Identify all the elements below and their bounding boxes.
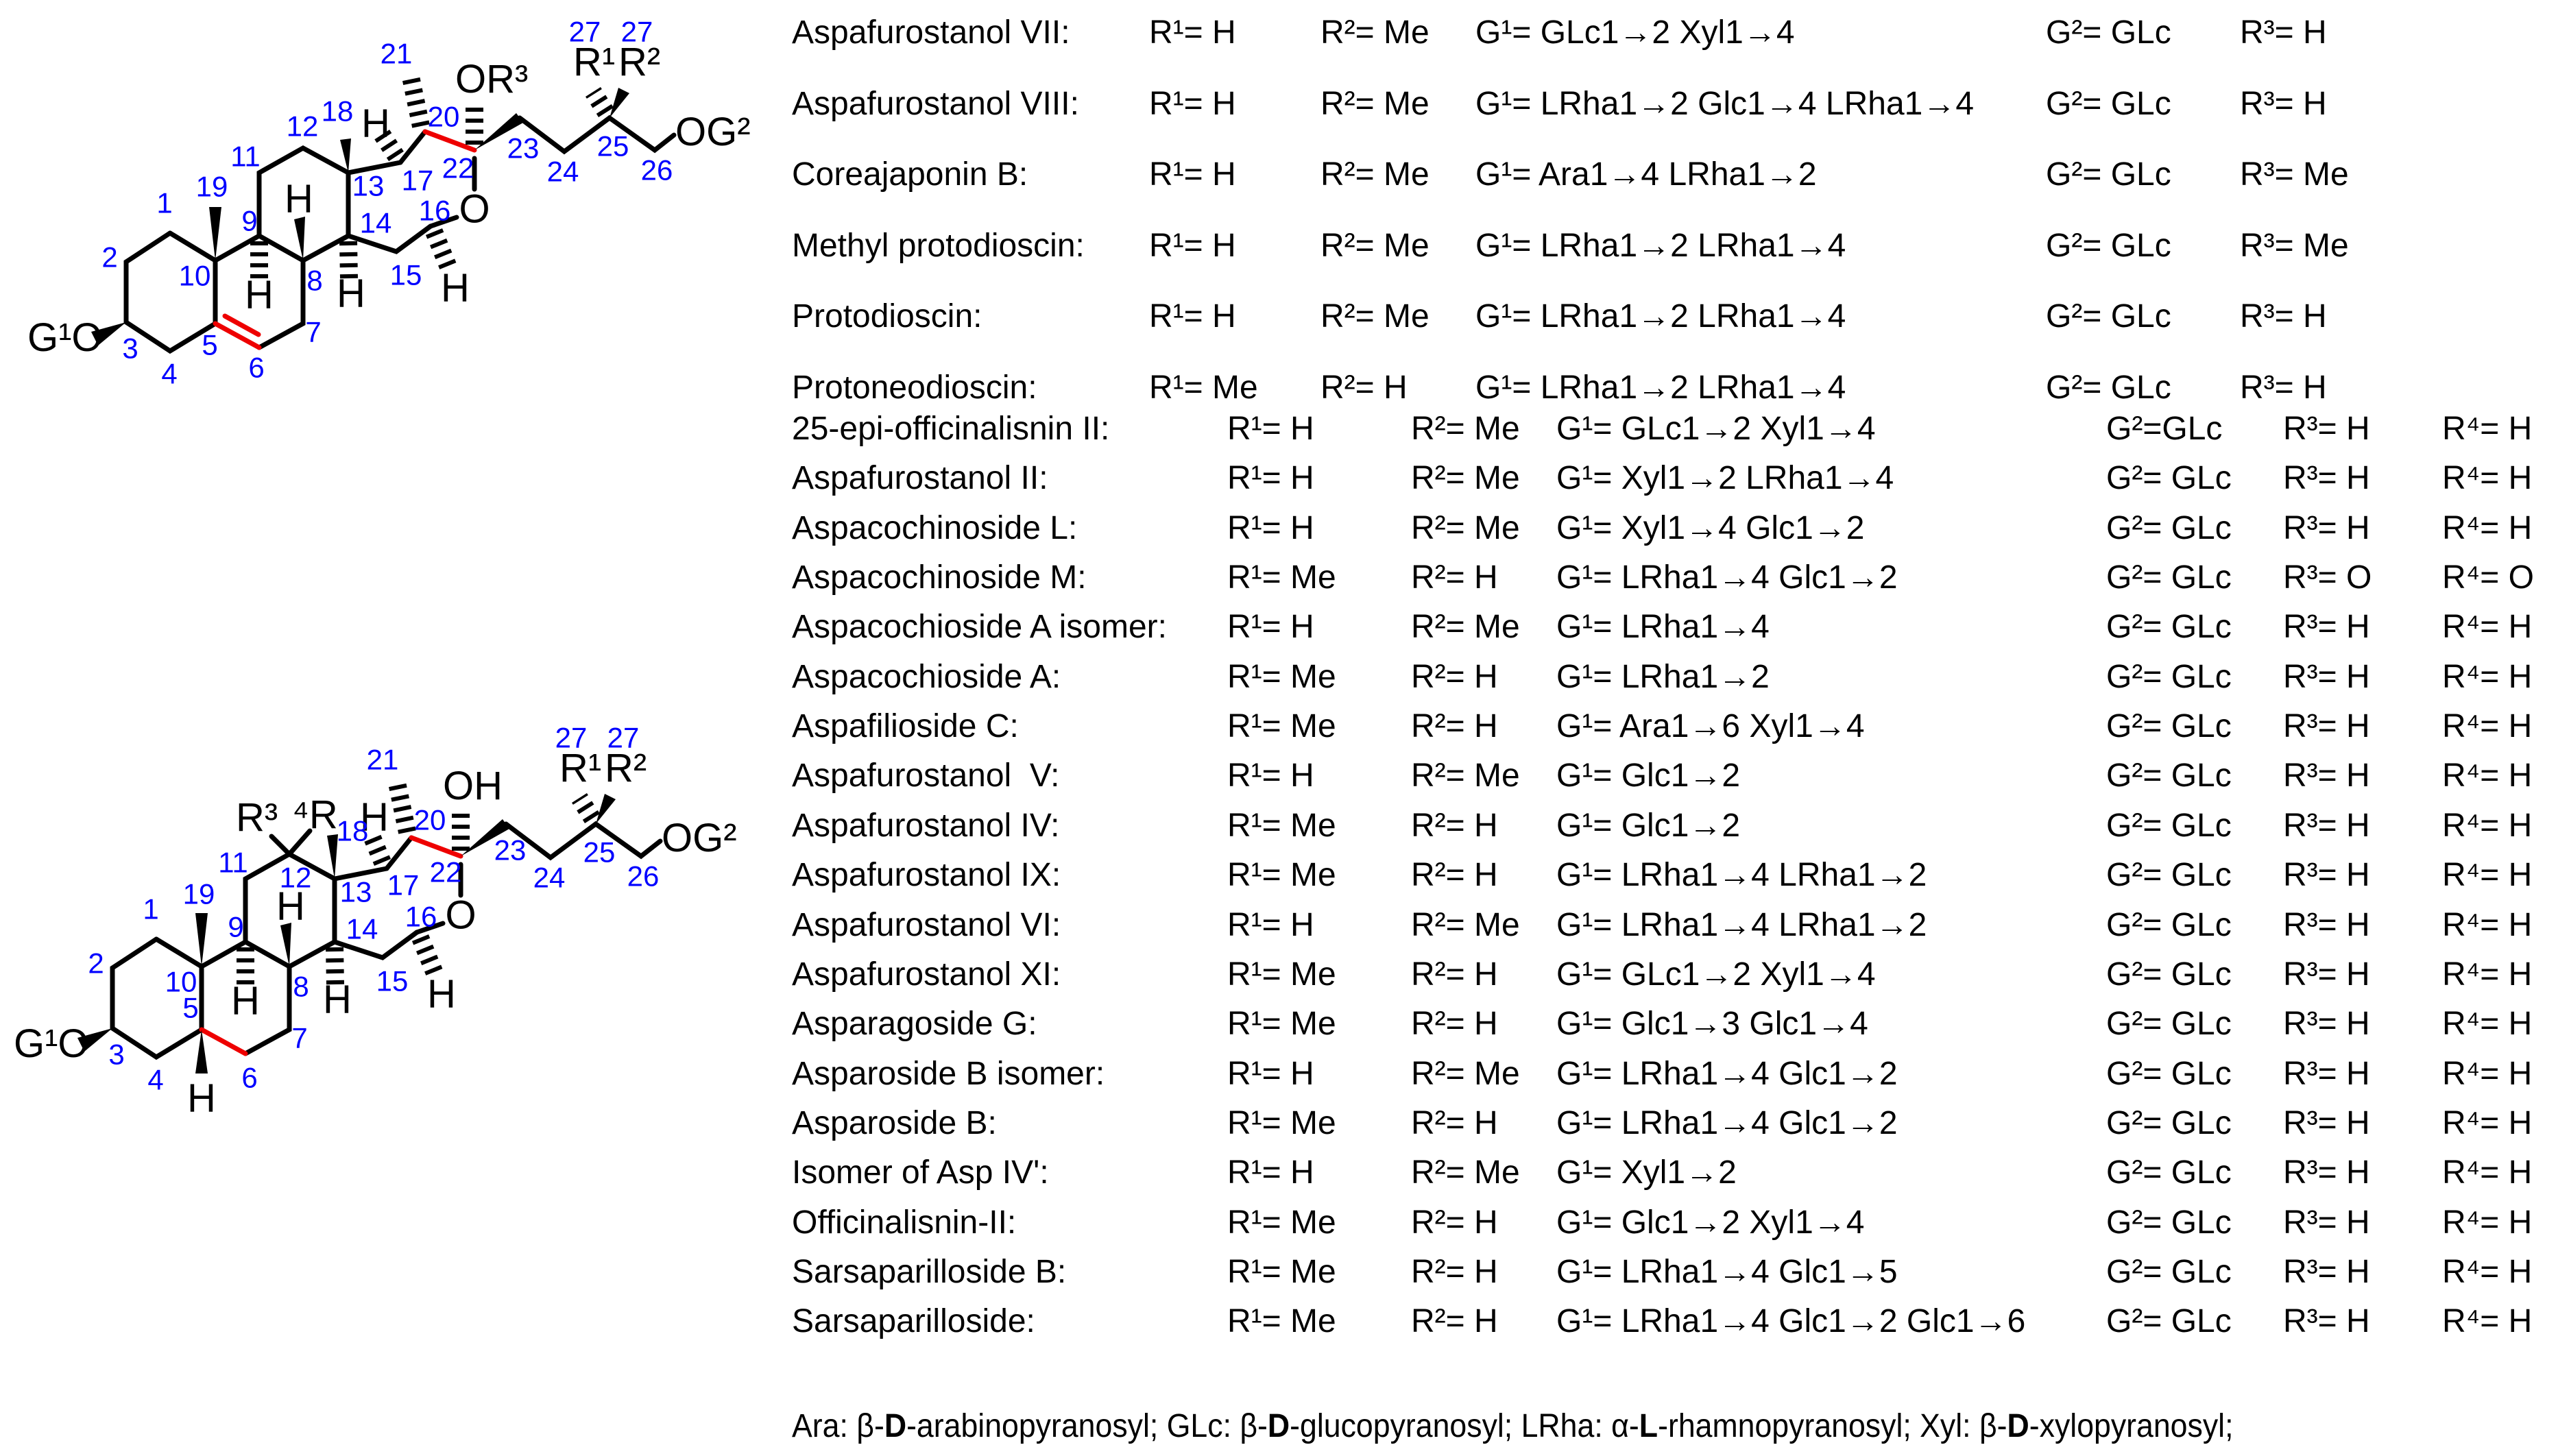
- r2-cell: R²= Me: [1411, 411, 1520, 447]
- atom-number-11: 11: [230, 140, 261, 173]
- r3-cell: R³= H: [2283, 609, 2370, 645]
- og2-label: OG²: [662, 816, 737, 860]
- compound-name: 25-epi-officinalisnin II:: [792, 411, 1110, 447]
- r3-cell: R³= H: [2283, 1056, 2370, 1092]
- legend-text: -xylopyranosyl;: [2029, 1408, 2234, 1444]
- atom-number-14: 14: [359, 206, 392, 239]
- atom-number-9: 9: [228, 910, 244, 943]
- r2-cell: R²= Me: [1411, 757, 1520, 794]
- g1-cell: G¹= GLc1→2 Xyl1→4: [1556, 956, 1876, 993]
- r1-cell: R¹= Me: [1227, 1006, 1336, 1042]
- r1-cell: R¹= Me: [1227, 956, 1336, 993]
- compound-name: Asparoside B:: [792, 1105, 997, 1141]
- g2-cell: G²= GLc: [2106, 808, 2232, 844]
- g2-cell: G²= GLc: [2046, 86, 2171, 122]
- g1-cell: G¹= LRha1→4 Glc1→2: [1556, 559, 1898, 596]
- compound-name: Aspafurostanol IV:: [792, 808, 1060, 844]
- compound-name: Aspacochinoside M:: [792, 559, 1087, 596]
- atom-number-25: 25: [596, 130, 629, 162]
- atom-number-7: 7: [291, 1021, 308, 1054]
- g1-cell: G¹= LRha1→4 Glc1→2: [1556, 1056, 1898, 1092]
- atom-number-25: 25: [583, 836, 616, 869]
- r3-cell: R³= H: [2283, 510, 2370, 546]
- atom-number-6: 6: [241, 1061, 258, 1094]
- r4-cell: R⁴= H: [2442, 857, 2533, 893]
- r2-cell: R²= H: [1320, 369, 1408, 406]
- atom-number-5: 5: [182, 991, 199, 1024]
- atom-number-23: 23: [494, 834, 527, 866]
- sugar-abbreviation-legend: [792, 1407, 2233, 1446]
- compound-name: Protodioscin:: [792, 298, 982, 335]
- r4-cell: R⁴= H: [2442, 460, 2533, 496]
- r1-cell: R¹= Me: [1227, 1105, 1336, 1141]
- compound-name: Aspafurostanol VIII:: [792, 86, 1079, 122]
- g2-cell: G²= GLc: [2046, 298, 2171, 335]
- atom-number-12: 12: [286, 110, 319, 143]
- r2-cell: R²= H: [1411, 1204, 1498, 1241]
- ring-oxygen-label: O: [459, 186, 490, 232]
- g2-cell: G²= GLc: [2106, 1105, 2232, 1141]
- r2-cell: R²= H: [1411, 808, 1498, 844]
- compound-name: Aspacochioside A isomer:: [792, 609, 1167, 645]
- r1-cell: R¹= H: [1149, 156, 1236, 193]
- bottom-structure: [14, 722, 737, 1121]
- compound-name: Aspafurostanol XI:: [792, 956, 1061, 993]
- r3-cell: R³= H: [2283, 1254, 2370, 1290]
- g1-cell: G¹= LRha1→4 Glc1→2 Glc1→6: [1556, 1303, 2026, 1339]
- compound-name: Sarsaparilloside B:: [792, 1254, 1067, 1290]
- compound-name: Officinalisnin-II:: [792, 1204, 1017, 1241]
- compound-name: Aspacochinoside L:: [792, 510, 1078, 546]
- r3-cell: R³= H: [2283, 1006, 2370, 1042]
- atom-number-26: 26: [640, 154, 673, 186]
- atom-number-19: 19: [195, 170, 228, 203]
- r2-cell: R²= Me: [1411, 907, 1520, 943]
- legend-config-letter: D: [2007, 1408, 2029, 1444]
- g2-cell: G²= GLc: [2046, 228, 2171, 264]
- g1-cell: G¹= LRha1→2 LRha1→4: [1475, 228, 1846, 264]
- r1-cell: R¹= Me: [1149, 369, 1258, 406]
- r4-cell: R⁴= H: [2442, 708, 2533, 744]
- compound-name: Aspafurostanol VI:: [792, 907, 1061, 943]
- r2-cell: R²= Me: [1320, 14, 1429, 51]
- g2-cell: G²= GLc: [2106, 609, 2232, 645]
- r3-cell: R³= H: [2283, 659, 2370, 695]
- atom-number-27: 27: [568, 15, 601, 48]
- r1-cell: R¹= H: [1227, 411, 1314, 447]
- atom-number-11: 11: [218, 846, 248, 879]
- atom-number-20: 20: [413, 803, 446, 836]
- ring-oxygen-label: O: [445, 893, 476, 938]
- r3-label: R³: [236, 795, 278, 840]
- h9-label: H: [245, 272, 274, 317]
- r1-cell: R¹= H: [1227, 510, 1314, 546]
- r2-cell: R²= H: [1411, 559, 1498, 596]
- r3-cell: R³= Me: [2240, 228, 2349, 264]
- legend-text: -rhamnopyranosyl; Xyl: β-: [1658, 1408, 2007, 1444]
- h5-label: H: [187, 1076, 216, 1121]
- r4-cell: R⁴= H: [2442, 956, 2533, 993]
- g1-cell: G¹= LRha1→2: [1556, 659, 1770, 695]
- atom-number-17: 17: [387, 869, 420, 901]
- h17-label: H: [361, 101, 390, 146]
- r1-cell: R¹= H: [1149, 86, 1236, 122]
- r4-cell: R⁴= H: [2442, 907, 2533, 943]
- or3-label: OR³: [455, 57, 529, 101]
- g2-cell: G²= GLc: [2106, 1154, 2232, 1191]
- r4-cell: R⁴= H: [2442, 1204, 2533, 1241]
- r3-cell: R³= H: [2240, 86, 2327, 122]
- compound-name: Aspafurostanol II:: [792, 460, 1048, 496]
- atom-number-15: 15: [389, 258, 422, 291]
- r1-cell: R¹= H: [1149, 14, 1236, 51]
- r4-cell: R⁴= H: [2442, 510, 2533, 546]
- r3-cell: R³= H: [2283, 411, 2370, 447]
- r2-cell: R²= H: [1411, 857, 1498, 893]
- r2-cell: R²= Me: [1411, 1154, 1520, 1191]
- compound-name: Aspafilioside C:: [792, 708, 1019, 744]
- g2-cell: G²= GLc: [2046, 14, 2171, 51]
- r1-cell: R¹= H: [1149, 298, 1236, 335]
- r1-cell: R¹= Me: [1227, 1204, 1336, 1241]
- atom-number-27: 27: [607, 721, 640, 754]
- compound-name: Coreajaponin B:: [792, 156, 1028, 193]
- atom-number-5: 5: [202, 328, 218, 361]
- r3-cell: R³= H: [2283, 1154, 2370, 1191]
- r1-cell: R¹= H: [1227, 907, 1314, 943]
- r1-cell: R¹= Me: [1227, 808, 1336, 844]
- compound-name: Aspafurostanol V:: [792, 757, 1060, 794]
- atom-number-8: 8: [306, 264, 323, 297]
- h17-label: H: [360, 794, 389, 840]
- legend-config-letter: L: [1639, 1408, 1658, 1444]
- r2-cell: R²= Me: [1320, 86, 1429, 122]
- r2-cell: R²= Me: [1411, 460, 1520, 496]
- g1-cell: G¹= Xyl1→2: [1556, 1154, 1737, 1191]
- r4-cell: R⁴= H: [2442, 1006, 2533, 1042]
- h8-label: H: [285, 176, 313, 221]
- atom-number-14: 14: [346, 912, 378, 945]
- r3-cell: R³= H: [2283, 808, 2370, 844]
- r2-label: R²: [605, 746, 647, 790]
- r2-label: R²: [618, 40, 661, 84]
- atom-number-22: 22: [442, 151, 474, 184]
- top-atom-labels: [27, 37, 751, 360]
- r3-cell: R³= O: [2283, 559, 2372, 596]
- bottom-red-bond-5-6: [202, 1030, 245, 1054]
- r1-cell: R¹= H: [1227, 1154, 1314, 1191]
- r3-cell: R³= H: [2283, 1204, 2370, 1241]
- legend-text: Ara: β-: [792, 1408, 884, 1444]
- g1-cell: G¹= Glc1→2 Xyl1→4: [1556, 1204, 1865, 1241]
- r3-cell: R³= H: [2240, 298, 2327, 335]
- r1-cell: R¹= H: [1227, 757, 1314, 794]
- g2-cell: G²= GLc: [2106, 757, 2232, 794]
- structure-canvas: [0, 0, 802, 1456]
- g1-cell: G¹= LRha1→4 LRha1→2: [1556, 857, 1927, 893]
- r3-cell: R³= H: [2283, 460, 2370, 496]
- g2-cell: G²= GLc: [2106, 1303, 2232, 1339]
- g1-cell: G¹= LRha1→4: [1556, 609, 1770, 645]
- atom-number-16: 16: [405, 900, 437, 933]
- atom-number-4: 4: [147, 1063, 164, 1096]
- r1-cell: R¹= H: [1227, 1056, 1314, 1092]
- r2-cell: R²= Me: [1320, 156, 1429, 193]
- r3-cell: R³= H: [2240, 369, 2327, 406]
- r4-cell: R⁴= H: [2442, 609, 2533, 645]
- r3-cell: R³= H: [2283, 1105, 2370, 1141]
- r1-cell: R¹= Me: [1227, 1303, 1336, 1339]
- r2-cell: R²= H: [1411, 956, 1498, 993]
- r1-cell: R¹= Me: [1227, 559, 1336, 596]
- compound-name: Asparagoside G:: [792, 1006, 1037, 1042]
- atom-number-24: 24: [546, 155, 579, 188]
- r3-cell: R³= H: [2283, 857, 2370, 893]
- r4-cell: R⁴= H: [2442, 1254, 2533, 1290]
- r1-label: R¹: [573, 40, 616, 84]
- r2-cell: R²= Me: [1411, 510, 1520, 546]
- compound-name: Protoneodioscin:: [792, 369, 1037, 406]
- g2-cell: G²= GLc: [2106, 460, 2232, 496]
- atom-number-19: 19: [182, 877, 215, 910]
- atom-number-22: 22: [429, 856, 462, 888]
- top-structure: [27, 16, 751, 390]
- g2-cell: G²= GLc: [2046, 156, 2171, 193]
- g2-cell: G²= GLc: [2106, 1006, 2232, 1042]
- r3-cell: R³= H: [2283, 1303, 2370, 1339]
- atom-number-10: 10: [165, 965, 197, 998]
- r2-cell: R²= H: [1411, 1006, 1498, 1042]
- compound-name: Aspafurostanol VII:: [792, 14, 1070, 51]
- r4-cell: R⁴= H: [2442, 1303, 2533, 1339]
- r2-cell: R²= H: [1411, 708, 1498, 744]
- atom-number-26: 26: [627, 860, 660, 893]
- atom-number-3: 3: [122, 332, 138, 365]
- legend-config-letter: D: [1267, 1408, 1290, 1444]
- h16-label: H: [441, 265, 470, 311]
- g1-cell: G¹= LRha1→2 LRha1→4: [1475, 298, 1846, 335]
- g1-cell: G¹= LRha1→2 Glc1→4 LRha1→4: [1475, 86, 1975, 122]
- r2-cell: R²= Me: [1411, 1056, 1520, 1092]
- atom-number-4: 4: [161, 357, 178, 390]
- r2-cell: R²= H: [1411, 1105, 1498, 1141]
- atom-number-24: 24: [533, 861, 566, 894]
- atom-number-16: 16: [418, 194, 451, 227]
- compound-name: Isomer of Asp IV':: [792, 1154, 1049, 1191]
- g1-cell: G¹= LRha1→2 LRha1→4: [1475, 369, 1846, 406]
- r4-cell: R⁴= H: [2442, 808, 2533, 844]
- atom-number-23: 23: [507, 132, 540, 165]
- g1-cell: G¹= LRha1→4 Glc1→2: [1556, 1105, 1898, 1141]
- r2-cell: R²= H: [1411, 1254, 1498, 1290]
- g1-cell: G¹= Glc1→2: [1556, 757, 1741, 794]
- r4-cell: R⁴= H: [2442, 1105, 2533, 1141]
- atom-number-27: 27: [555, 721, 588, 754]
- r4-cell: R⁴= H: [2442, 1154, 2533, 1191]
- g1o-label: G¹O: [14, 1021, 89, 1066]
- oh-label: OH: [443, 764, 503, 808]
- r2-cell: R²= Me: [1320, 298, 1429, 335]
- r3-cell: R³= H: [2283, 708, 2370, 744]
- r2-cell: R²= H: [1411, 659, 1498, 695]
- r4-cell: R⁴= H: [2442, 757, 2533, 794]
- atom-number-13: 13: [352, 169, 385, 202]
- g1-cell: G¹= Ara1→6 Xyl1→4: [1556, 708, 1865, 744]
- h8-label: H: [276, 884, 305, 929]
- atom-number-20: 20: [427, 100, 460, 133]
- atom-number-13: 13: [339, 875, 372, 908]
- compound-name: Methyl protodioscin:: [792, 228, 1085, 264]
- g2-cell: G²=GLc: [2106, 411, 2223, 447]
- g1o-label: G¹O: [27, 315, 103, 360]
- atom-number-21: 21: [366, 743, 399, 776]
- r1-cell: R¹= Me: [1227, 1254, 1336, 1290]
- compound-name: Aspacochioside A:: [792, 659, 1061, 695]
- compound-name: Asparoside B isomer:: [792, 1056, 1105, 1092]
- r3-cell: R³= Me: [2240, 156, 2349, 193]
- g1-cell: G¹= GLc1→2 Xyl1→4: [1556, 411, 1876, 447]
- atom-number-12: 12: [279, 861, 312, 894]
- g2-cell: G²= GLc: [2106, 708, 2232, 744]
- atom-number-6: 6: [248, 351, 265, 384]
- g2-cell: G²= GLc: [2106, 857, 2232, 893]
- r4-cell: R⁴= H: [2442, 659, 2533, 695]
- g2-cell: G²= GLc: [2106, 907, 2232, 943]
- r4-cell: R⁴= H: [2442, 1056, 2533, 1092]
- atom-number-17: 17: [401, 164, 434, 197]
- g2-cell: G²= GLc: [2046, 369, 2171, 406]
- r1-cell: R¹= H: [1149, 228, 1236, 264]
- g1-cell: G¹= Ara1→4 LRha1→2: [1475, 156, 1817, 193]
- r3-cell: R³= H: [2283, 956, 2370, 993]
- r1-cell: R¹= H: [1227, 609, 1314, 645]
- g2-cell: G²= GLc: [2106, 659, 2232, 695]
- atom-number-3: 3: [108, 1038, 125, 1071]
- h14-label: H: [323, 977, 352, 1022]
- compound-name: Sarsaparilloside:: [792, 1303, 1035, 1339]
- atom-number-27: 27: [620, 15, 653, 48]
- atom-number-2: 2: [101, 241, 118, 274]
- top-double-bond-5-6: [215, 316, 259, 348]
- legend-config-letter: D: [884, 1408, 907, 1444]
- legend-text: -glucopyranosyl; LRha: α-: [1290, 1408, 1639, 1444]
- r1-cell: R¹= H: [1227, 460, 1314, 496]
- atom-number-21: 21: [380, 37, 413, 70]
- r2-cell: R²= Me: [1320, 228, 1429, 264]
- r1-cell: R¹= Me: [1227, 659, 1336, 695]
- compound-name: Aspafurostanol IX:: [792, 857, 1061, 893]
- g1-cell: G¹= Glc1→3 Glc1→4: [1556, 1006, 1868, 1042]
- atom-number-1: 1: [143, 893, 159, 925]
- r1-label: R¹: [559, 746, 602, 790]
- atom-number-18: 18: [336, 814, 369, 847]
- atom-number-18: 18: [321, 95, 354, 128]
- atom-number-1: 1: [156, 186, 173, 219]
- g2-cell: G²= GLc: [2106, 956, 2232, 993]
- legend-text: -arabinopyranosyl; GLc: β-: [906, 1408, 1268, 1444]
- g1-cell: G¹= LRha1→4 LRha1→2: [1556, 907, 1927, 943]
- r3-cell: R³= H: [2283, 757, 2370, 794]
- r2-cell: R²= Me: [1411, 609, 1520, 645]
- g1-cell: G¹= Glc1→2: [1556, 808, 1741, 844]
- atom-number-10: 10: [178, 259, 211, 292]
- atom-number-9: 9: [241, 204, 258, 237]
- g2-cell: G²= GLc: [2106, 510, 2232, 546]
- r4-cell: R⁴= O: [2442, 559, 2534, 596]
- r3-cell: R³= H: [2240, 14, 2327, 51]
- g1-cell: G¹= Xyl1→2 LRha1→4: [1556, 460, 1894, 496]
- r2-cell: R²= H: [1411, 1303, 1498, 1339]
- atom-number-2: 2: [88, 947, 104, 980]
- r1-cell: R¹= Me: [1227, 708, 1336, 744]
- atom-number-7: 7: [305, 315, 322, 348]
- r1-cell: R¹= Me: [1227, 857, 1336, 893]
- og2-label: OG²: [675, 110, 751, 154]
- h14-label: H: [337, 271, 365, 316]
- g2-cell: G²= GLc: [2106, 559, 2232, 596]
- g1-cell: G¹= GLc1→2 Xyl1→4: [1475, 14, 1795, 51]
- h9-label: H: [231, 978, 260, 1023]
- r4-cell: R⁴= H: [2442, 411, 2533, 447]
- g1-cell: G¹= LRha1→4 Glc1→5: [1556, 1254, 1898, 1290]
- g2-cell: G²= GLc: [2106, 1056, 2232, 1092]
- r3-cell: R³= H: [2283, 907, 2370, 943]
- g2-cell: G²= GLc: [2106, 1254, 2232, 1290]
- r4-label: ⁴R: [292, 792, 338, 837]
- atom-number-15: 15: [376, 964, 409, 997]
- g2-cell: G²= GLc: [2106, 1204, 2232, 1241]
- atom-number-8: 8: [293, 970, 309, 1003]
- h16-label: H: [427, 971, 456, 1017]
- g1-cell: G¹= Xyl1→4 Glc1→2: [1556, 510, 1865, 546]
